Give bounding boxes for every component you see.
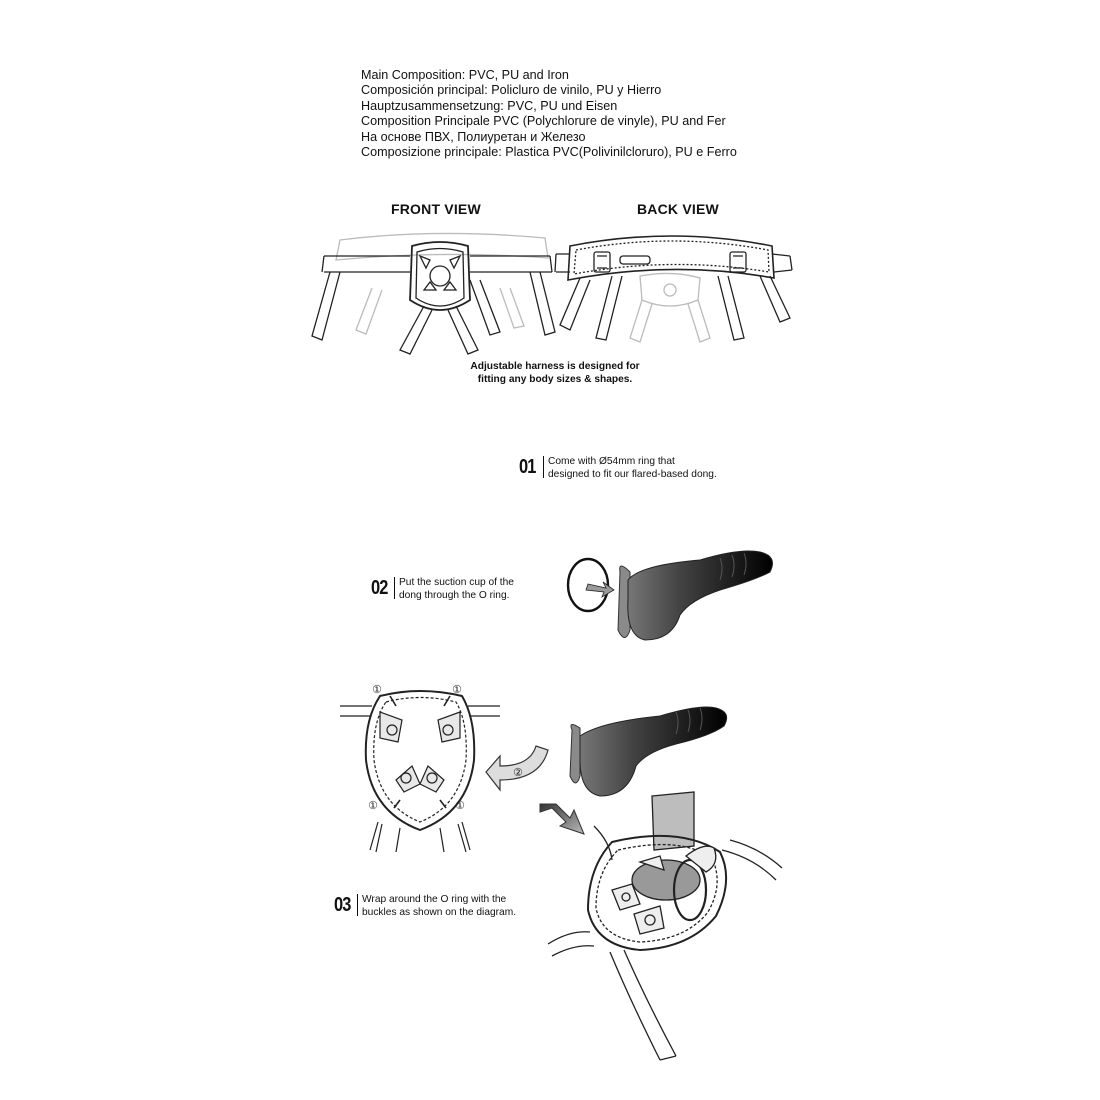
composition-line: Composizione principale: Plastica PVC(Polivinilcloruro), PU e Ferro — [361, 145, 737, 160]
dong-step-02-icon — [618, 551, 772, 640]
step-03-number: 03 — [334, 894, 351, 916]
marker-one: ① — [372, 683, 382, 696]
step-02-illustration — [568, 551, 772, 640]
step-02-number: 02 — [371, 577, 388, 599]
composition-line: Composición principal: Policluro de vinilo, PU y Hierro — [361, 83, 662, 98]
step-03-pad-diagram — [340, 691, 500, 852]
insert-arrow-icon — [586, 582, 614, 597]
step-text-line: Put the suction cup of the — [399, 577, 514, 588]
marker-one: ① — [368, 799, 378, 812]
step-text-line: Come with Ø54mm ring that — [548, 456, 675, 467]
marker-two: ② — [513, 766, 523, 779]
step-text-line: buckles as shown on the diagram. — [362, 906, 517, 918]
dong-step-03-icon — [570, 707, 727, 796]
front-view-label: FRONT VIEW — [391, 201, 481, 217]
step-01-number: 01 — [519, 456, 536, 478]
circled-one-markers — [368, 683, 465, 812]
diagonal-arrow-icon — [540, 804, 584, 834]
marker-one: ① — [452, 683, 462, 696]
composition-line: Hauptzusammensetzung: PVC, PU und Eisen — [361, 98, 618, 113]
composition-line: Composition Principale PVC (Polychlorure de vinyle), PU and Fer — [361, 114, 726, 129]
front-view-harness — [312, 233, 555, 354]
step-text-line: Wrap around the O ring with the — [362, 894, 507, 905]
step-text-line: dong through the O ring. — [399, 589, 510, 601]
caption-line: fitting any body sizes & shapes. — [477, 374, 633, 385]
curved-arrow-icon — [486, 746, 548, 790]
marker-one: ① — [455, 799, 465, 812]
back-view-label: BACK VIEW — [637, 201, 719, 217]
step-text-line: designed to fit our flared-based dong. — [548, 468, 717, 480]
composition-line: Main Composition: PVC, PU and Iron — [361, 68, 569, 82]
composition-line: На основе ПВХ, Полиуретан и Железо — [361, 129, 586, 144]
back-view-harness — [555, 236, 792, 342]
caption-line: Adjustable harness is designed for — [470, 361, 640, 372]
